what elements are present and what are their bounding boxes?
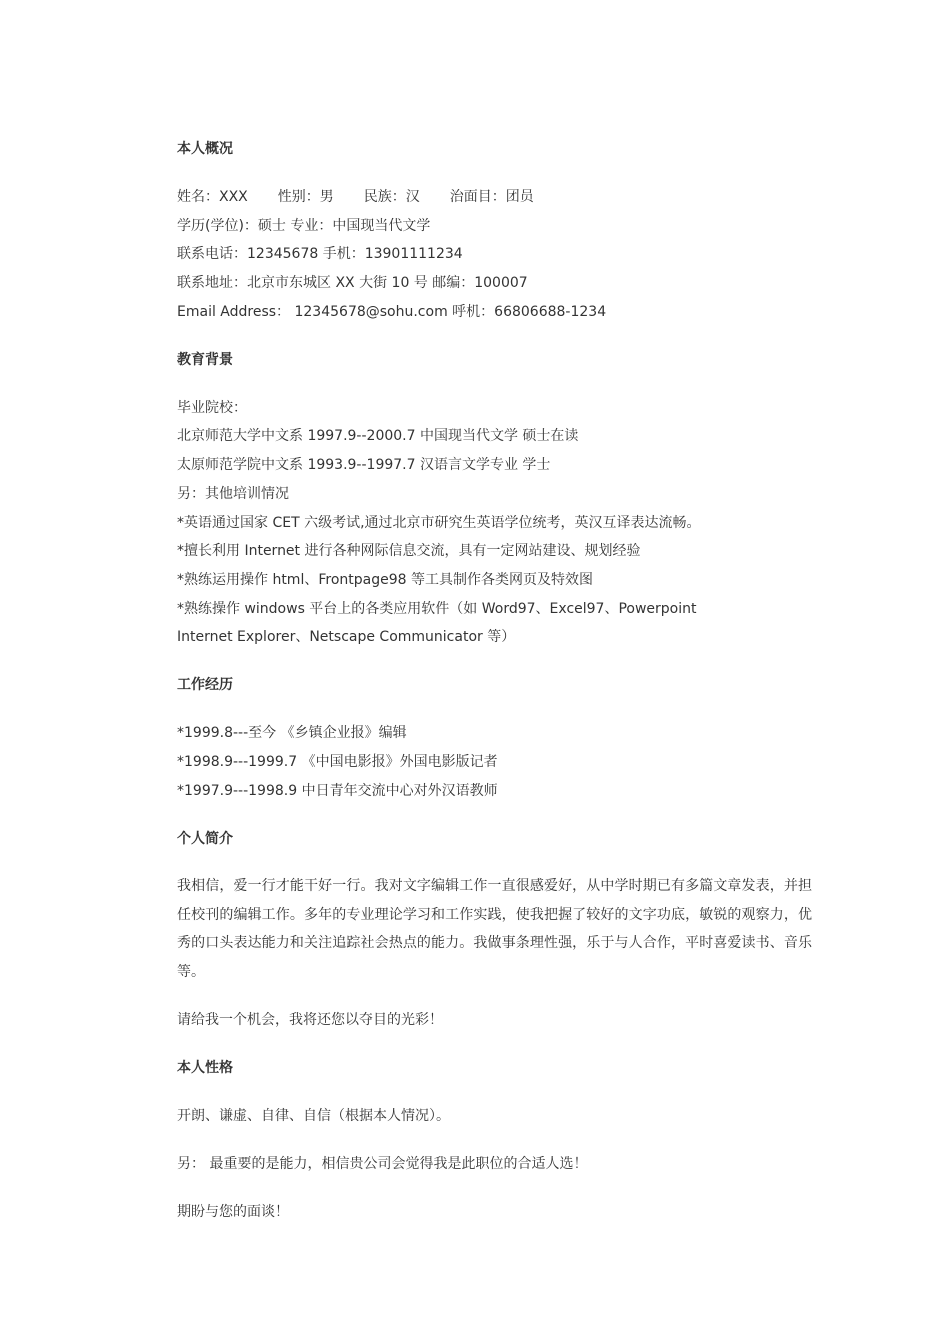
education-line: 北京师范大学中文系 1997.9--2000.7 中国现当代文学 硕士在读 [177,428,579,444]
education-heading: 教育背景 [177,352,233,368]
email-line: Email Address： 12345678@sohu.com 呼机：66806688-1234 [177,304,607,320]
personality-heading: 本人性格 [177,1060,233,1076]
work-line: *1998.9---1999.7 《中国电影报》外国电影版记者 [177,754,498,770]
work-heading: 工作经历 [177,677,233,693]
profile-basic-row [177,187,534,207]
education-line: Internet Explorer、Netscape Communicator 等） [177,629,516,645]
education-line: 毕业院校： [177,400,247,416]
education-line: *熟练操作 windows 平台上的各类应用软件（如 Word97、Excel97、Powerpoint [177,601,697,617]
education-line: 太原师范学院中文系 1993.9--1997.7 汉语言文学专业 学士 [177,457,551,473]
education-line: *英语通过国家 CET 六级考试,通过北京市研究生英语学位统考，英汉互译表达流畅。 [177,515,701,531]
education-line: *熟练运用操作 html、Frontpage98 等工具制作各类网页及特效图 [177,572,593,588]
intro-paragraph: 我相信，爱一行才能干好一行。我对文字编辑工作一直很感爱好，从中学时期已有多篇文章发表，并担任校刊的编辑工作。多年的专业理论学习和工作实践，使我把握了较好的文字功底，敏锐的观察力，优秀的口头表达能力和关注追踪社会热点的能力。我做事条理性强，乐于与人合作，平时喜爱读书、音乐等。 [177,878,812,981]
personality-traits: 开朗、谦虚、自律、自信（根据本人情况）。 [177,1108,450,1124]
closing-line: 期盼与您的面谈！ [177,1204,289,1220]
work-line: *1997.9---1998.9 中日青年交流中心对外汉语教师 [177,783,498,799]
political-field: 治面目：团员 [449,189,534,205]
personality-note: 另： 最重要的是能力，相信贵公司会觉得我是此职位的合适人选！ [177,1156,588,1172]
education-line: 另：其他培训情况 [177,486,289,502]
phone-line: 联系电话：12345678 手机：13901111234 [177,246,463,262]
gender-field: 性别：男 [277,189,334,205]
intro-heading: 个人简介 [177,831,233,847]
intro-closing: 请给我一个机会，我将还您以夺目的光彩！ [177,1012,443,1028]
ethnicity-field: 民族：汉 [363,189,420,205]
address-line: 联系地址：北京市东城区 XX 大街 10 号 邮编：100007 [177,275,528,291]
work-line: *1999.8---至今 《乡镇企业报》编辑 [177,725,407,741]
education-line: *擅长利用 Internet 进行各种网际信息交流，具有一定网站建设、规划经验 [177,543,641,559]
education-degree-line: 学历(学位)：硕士 专业：中国现当代文学 [177,218,431,234]
name-field: 姓名：XXX [177,189,248,205]
profile-heading: 本人概况 [177,141,233,157]
